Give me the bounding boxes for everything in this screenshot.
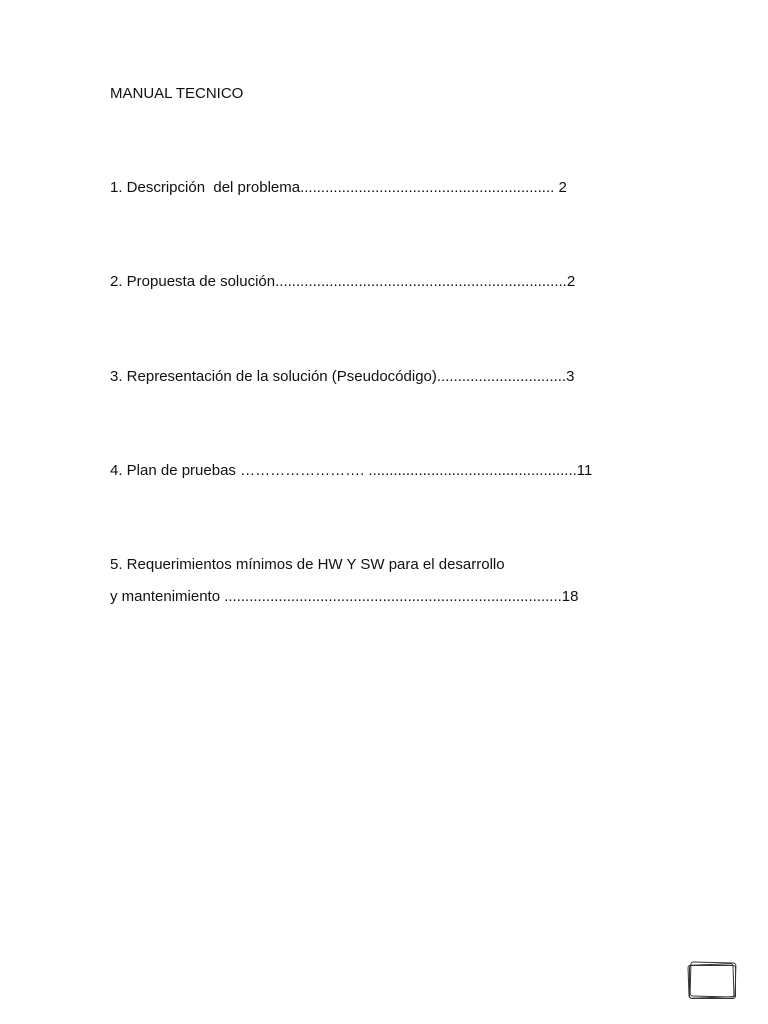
toc-entry-1: 1. Descripción del problema............................................................. 2 [110,179,567,196]
toc-entry-5-line-1: 5. Requerimientos mínimos de HW Y SW para el desarrollo [110,556,505,573]
toc-entry-2: 2. Propuesta de solución......................................................................2 [110,273,576,290]
toc-entry-5-line-2: y mantenimiento .................................................................................18 [110,588,579,605]
toc-entry-4: 4. Plan de pruebas ……………………. ..................................................11 [110,462,593,479]
toc-entry-3: 3. Representación de la solución (Pseudocódigo)...............................3 [110,368,575,385]
document-title: MANUAL TECNICO [110,85,244,102]
page-number-box [688,962,736,1000]
page-number-frame [689,965,736,999]
